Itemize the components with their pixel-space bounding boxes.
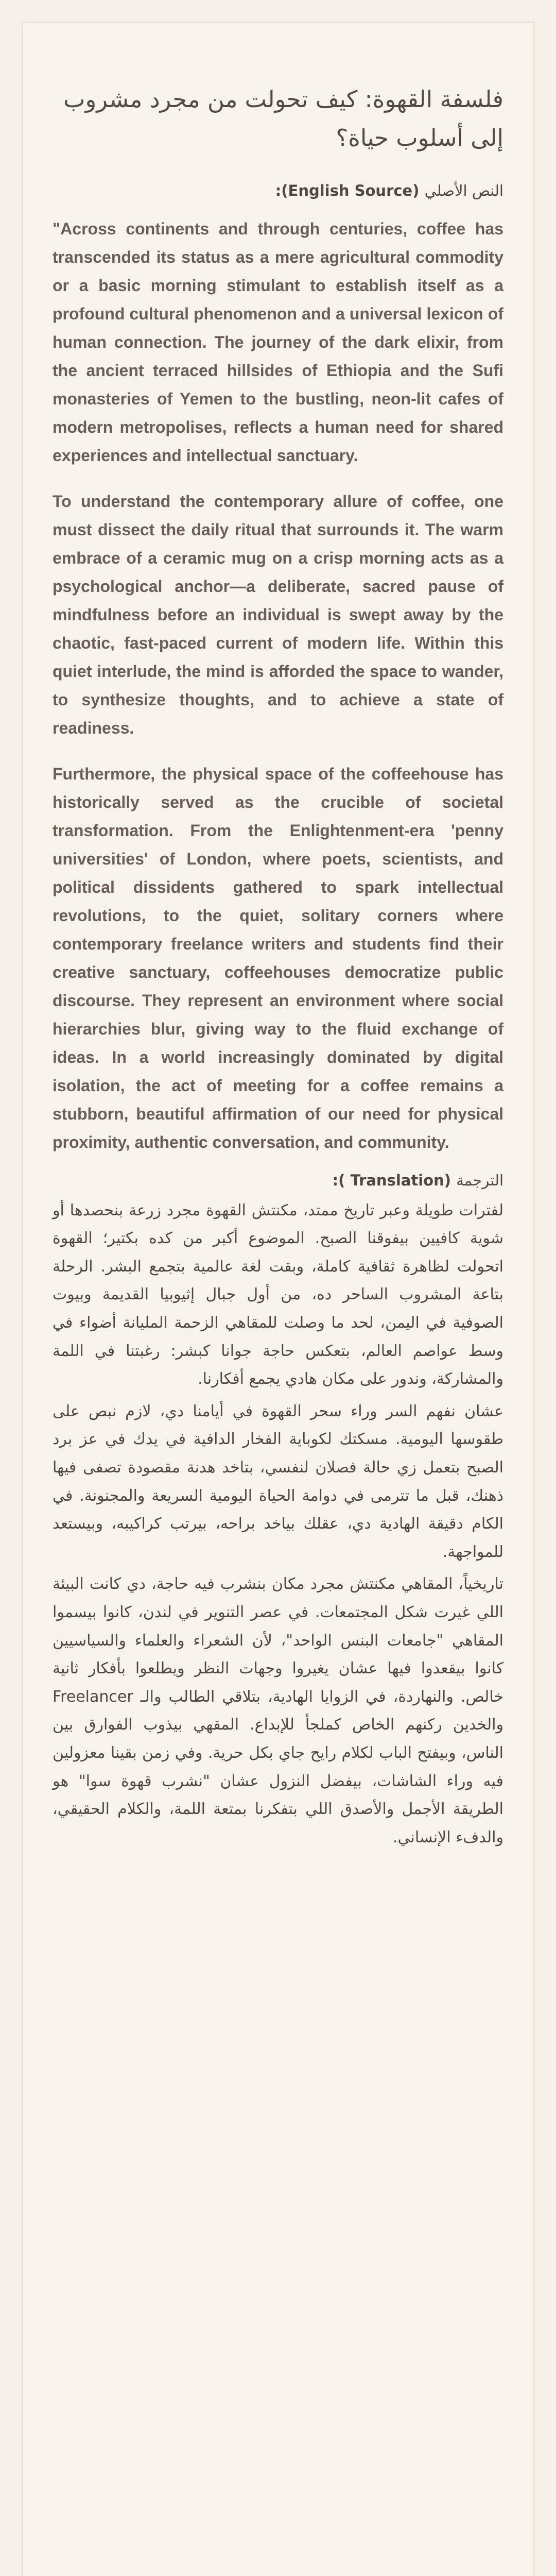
source-heading-arabic: النص الأصلي <box>424 182 503 200</box>
english-source-block <box>53 215 503 1157</box>
arabic-paragraph: تاريخياً، المقاهي مكنتش مجرد مكان بنشرب فيه حاجة، دي كانت البيئة اللي غيرت شكل المجتمعات. في عصر التنوير في لندن، كانوا بيسموا المقاهي "جامعات البنس الواحد"، لأن الشعراء والعلماء والسياسيين كانوا بيقعدوا فيها عشان يغيروا وجهات النظر ويطلعوا بأفكار ثانية خالص. والنهاردة، في الزوايا الهادية، بتلاقي الطالب والـ Freelancer والخدين ركنهم الخاص كملجأ للإبداع. المقهي بيذوب الفوارق بين الناس، وبيفتح الباب لكلام رايح جاي بكل حرية. وفي زمن بقينا معزولين فيه وراء الشاشات، بيفضل النزول عشان "نشرب قهوة سوا" هو الطريقة الأجمل والأصدق اللي بتفكرنا بمتعة اللمة، والكلام الحقيقي، والدفء الإنساني. <box>53 1575 503 1846</box>
arabic-paragraph: عشان نفهم السر وراء سحر القهوة في أيامنا دي، لازم نبص على طقوسها اليومية. مسكتك لكوباية الفخار الدافية في يدك في عز برد الصبح بتعمل زي حالة فصلان لنفسي، بتاخد هدنة مقصودة تصفى فيها ذهنك، قبل ما تترمى في دوامة الحياة اليومية السريعة والمجنونة. في الكام دقيقة الهادية دي، عقلك بياخد براحه، بيرتب كراكيبه، وبيستعد للمواجهة. <box>53 1402 503 1561</box>
translation-heading-arabic: الترجمة <box>456 1171 503 1189</box>
english-paragraph: To understand the contemporary allure of coffee, one must dissect the daily ritual that surrounds it. The warm embrace of a ceramic mug on a crisp morning acts as a psychological anchor—a deliberate, sacred pause of mindfulness before an individual is swept away by the chaotic, fast-paced current of modern life. Within this quiet interlude, the mind is afforded the space to wander, to synthesize thoughts, and to achieve a state of readiness. <box>53 492 503 738</box>
note-content <box>53 80 503 1852</box>
source-heading <box>53 181 503 201</box>
english-paragraph: Furthermore, the physical space of the coffeehouse has historically served as the crucible of societal transformation. From the Enlightenment-era 'penny universities' of London, where poets, scientists, and political dissidents gathered to spark intellectual revolutions, to the quiet, solitary corners where contemporary freelance writers and students find their creative sanctuary, coffeehouses democratize public discourse. They represent an environment where social hierarchies blur, giving way to the fluid exchange of ideas. In a world increasingly dominated by digital isolation, the act of meeting for a coffee remains a stubborn, beautiful affirmation of our need for physical proximity, authentic conversation, and community. <box>53 765 503 1152</box>
note-title: فلسفة القهوة: كيف تحولت من مجرد مشروب إلى أسلوب حياة؟ <box>63 86 503 151</box>
note-card <box>22 22 534 2576</box>
translation-heading <box>53 1171 503 1191</box>
english-paragraph: "Across continents and through centuries, coffee has transcended its status as a mere agricultural commodity or a basic morning stimulant to establish itself as a profound cultural phenomenon and a universal lexicon of human connection. The journey of the dark elixir, from the ancient terraced hillsides of Ethiopia and the Sufi monasteries of Yemen to the bustling, neon-lit cafes of modern metropolises, reflects a human need for shared experiences and intellectual sanctuary. <box>53 219 503 465</box>
arabic-translation-block <box>53 1197 503 1852</box>
source-heading-english: (English Source): <box>275 182 420 200</box>
arabic-paragraph: لفترات طويلة وعبر تاريخ ممتد، مكنتش القهوة مجرد زرعة بنحصدها أو شوية كافيين بيفوقنا الصبح. الموضوع أكبر من كده بكتير؛ القهوة اتحولت لظاهرة ثقافية كاملة، وبقت لغة عالمية بتجمع البشر. الرحلة بتاعة المشروب الساحر ده، من أول جبال إثيوبيا القديمة وبيوت الصوفية في اليمن، لحد ما وصلت للمقاهي الزحمة المليانة أضواء في وسط عواصم العالم، بتعكس حاجة جوانا كبشر: رغبتنا في اللمة والمشاركة، وندور على مكان هادي يجمع أفكارنا. <box>53 1201 503 1388</box>
translation-heading-english: (Translation ): <box>332 1171 451 1189</box>
